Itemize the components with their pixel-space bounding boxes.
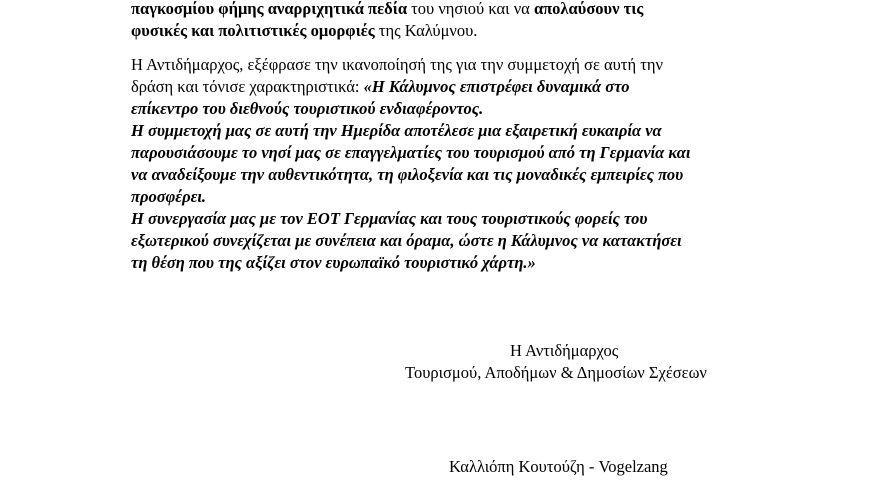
quote-line: τη θέση που της αξίζει στον ευρωπαϊκό τουριστικό χάρτη.» bbox=[131, 253, 536, 272]
quote-line: Η συμμετοχή μας σε αυτή την Ημερίδα αποτέλεσε μια εξαιρετική ευκαιρία να bbox=[131, 121, 662, 140]
paragraph-intro-line-2 bbox=[131, 20, 751, 42]
paragraph-intro bbox=[131, 0, 751, 42]
bold-phrase: παγκοσμίου φήμης αναρριχητικά πεδία bbox=[131, 0, 408, 18]
bold-phrase: απολαύσουν τις bbox=[533, 0, 644, 18]
paragraph-quote bbox=[131, 54, 751, 274]
paragraph-quote-line-2 bbox=[131, 76, 751, 98]
paragraph-intro-line-1 bbox=[131, 0, 751, 20]
plain-text: της Καλύμνου. bbox=[374, 21, 478, 40]
document-body bbox=[131, 0, 751, 274]
bold-phrase: φυσικές και πολιτιστικές ομορφιές bbox=[131, 21, 375, 40]
quote-line: εξωτερικού συνεχίζεται με συνέπεια και όραμα, ώστε η Κάλυμνος να κατακτήσει bbox=[131, 231, 682, 250]
quote-line: Η συνεργασία μας με τον ΕΟΤ Γερμανίας και τους τουριστικούς φορείς του bbox=[131, 209, 648, 228]
quote-line: παρουσιάσουμε το νησί μας σε επαγγελματίες του τουρισμού από τη Γερμανία και bbox=[131, 143, 691, 162]
quote-line: να αναδείξουμε την αυθεντικότητα, τη φιλοξενία και τις μοναδικές εμπειρίες που bbox=[131, 165, 684, 184]
quote-line: επίκεντρο του διεθνούς τουριστικού ενδιαφέροντος. bbox=[131, 99, 484, 118]
paragraph-quote-line-1: Η Αντιδήμαρχος, εξέφρασε την ικανοποίησή της για την συμμετοχή σε αυτή την bbox=[131, 55, 663, 74]
quote-line: προσφέρει. bbox=[131, 187, 207, 206]
signature-title: Η Αντιδήμαρχος bbox=[510, 341, 619, 360]
quote-text: «Η Κάλυμνος επιστρέφει δυναμικά στο bbox=[363, 77, 630, 96]
signature-name: Καλλιόπη Κουτούζη - Vogelzang bbox=[449, 457, 668, 476]
signature-department: Τουρισμού, Αποδήμων & Δημοσίων Σχέσεων bbox=[405, 363, 707, 382]
plain-text: του νησιού και να bbox=[407, 0, 534, 18]
plain-text: δράση και τόνισε χαρακτηριστικά: bbox=[131, 77, 364, 96]
